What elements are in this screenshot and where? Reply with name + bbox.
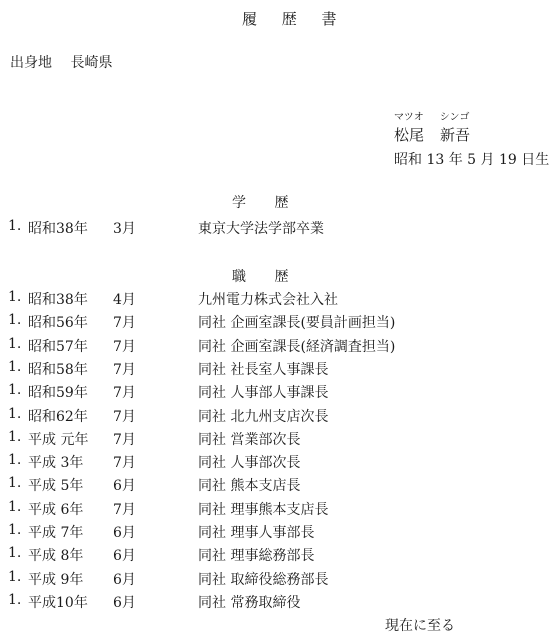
- row-year: 昭和62年: [28, 408, 88, 425]
- row-number: 1.: [8, 522, 22, 538]
- row-year: 昭和59年: [28, 385, 88, 402]
- row-month: 6月: [113, 571, 136, 588]
- row-number: 1.: [8, 475, 22, 492]
- row-month: 6月: [113, 594, 136, 611]
- row-number: 1.: [8, 382, 22, 399]
- history-row: [0, 336, 550, 358]
- row-number: 1.: [8, 312, 22, 329]
- history-row: [0, 499, 550, 521]
- row-year: 平成 9年: [28, 571, 84, 588]
- history-row: [0, 522, 550, 544]
- row-number: 1.: [8, 568, 22, 585]
- row-number: 1.: [8, 358, 22, 375]
- row-month: 7月: [113, 431, 136, 448]
- history-row: [0, 312, 550, 334]
- row-description: 同社 企画室課長(要員計画担当): [198, 315, 396, 332]
- birthplace-value: 長崎県: [70, 55, 113, 71]
- row-description: 同社 営業部次長: [198, 431, 301, 448]
- row-year: 平成 8年: [28, 548, 84, 565]
- row-description: 九州電力株式会社入社: [198, 292, 338, 308]
- person-name: [394, 124, 470, 145]
- surname: 松尾: [394, 126, 425, 144]
- history-row: [0, 429, 550, 451]
- row-year: 昭和38年: [28, 292, 88, 308]
- row-description: 同社 社長室人事課長: [198, 361, 329, 378]
- row-month: 4月: [113, 292, 136, 308]
- row-number: 1.: [8, 218, 22, 234]
- row-month: 7月: [113, 385, 136, 402]
- row-description: 同社 取締役総務部長: [198, 571, 329, 588]
- history-row: [0, 475, 550, 497]
- row-description: 同社 企画室課長(経済調査担当): [198, 338, 396, 355]
- row-year: 昭和38年: [28, 221, 88, 237]
- row-description: 同社 人事部人事課長: [198, 385, 329, 402]
- row-year: 昭和58年: [28, 361, 88, 378]
- birthplace: [10, 52, 112, 72]
- history-row: [0, 382, 550, 404]
- row-number: 1.: [8, 545, 22, 562]
- row-description: 同社 熊本支店長: [198, 478, 301, 495]
- row-description: 同社 理事人事部長: [198, 525, 315, 541]
- row-month: 3月: [113, 221, 136, 237]
- history-row: [0, 289, 550, 311]
- document-title: 履 歴 書: [242, 10, 347, 28]
- row-number: 1.: [8, 498, 22, 515]
- row-year: 平成 7年: [28, 525, 84, 541]
- row-month: 6月: [113, 525, 136, 541]
- row-number: 1.: [8, 591, 22, 608]
- given-name: 新吾: [440, 126, 471, 144]
- row-description: 同社 理事熊本支店長: [198, 501, 329, 518]
- education-heading: 学 歴: [232, 195, 301, 211]
- row-number: 1.: [8, 335, 22, 352]
- career-heading: 職 歴: [232, 269, 301, 285]
- row-description: 同社 理事総務部長: [198, 548, 315, 565]
- row-year: 平成 3年: [28, 455, 84, 472]
- row-month: 6月: [113, 478, 136, 495]
- status-footer: 現在に至る: [385, 618, 455, 634]
- name-furigana: [394, 108, 469, 123]
- history-row: [0, 406, 550, 428]
- history-row: [0, 545, 550, 567]
- history-row: [0, 452, 550, 474]
- history-row: [0, 218, 550, 240]
- row-year: 平成 6年: [28, 501, 84, 518]
- row-month: 7月: [113, 455, 136, 472]
- row-year: 平成 5年: [28, 478, 84, 495]
- row-year: 平成10年: [28, 594, 88, 611]
- birthplace-label: 出身地: [10, 55, 52, 71]
- row-number: 1.: [8, 452, 22, 469]
- history-row: [0, 359, 550, 381]
- row-year: 平成 元年: [28, 431, 89, 448]
- history-row: [0, 569, 550, 591]
- birthdate: 昭和 13 年 5 月 19 日生: [394, 152, 550, 168]
- row-description: 同社 常務取締役: [198, 594, 301, 611]
- row-year: 昭和57年: [28, 338, 88, 355]
- row-month: 6月: [113, 548, 136, 565]
- row-month: 7月: [113, 338, 136, 355]
- row-month: 7月: [113, 501, 136, 518]
- row-number: 1.: [8, 428, 22, 445]
- row-description: 同社 人事部次長: [198, 455, 301, 472]
- row-month: 7月: [113, 408, 136, 425]
- history-row: [0, 592, 550, 614]
- row-number: 1.: [8, 405, 22, 422]
- furigana-surname: マツオ: [394, 112, 424, 123]
- row-number: 1.: [8, 289, 22, 305]
- row-month: 7月: [113, 361, 136, 378]
- row-description: 同社 北九州支店次長: [198, 408, 329, 425]
- row-description: 東京大学法学部卒業: [198, 221, 324, 237]
- row-month: 7月: [113, 315, 136, 332]
- furigana-given: シンゴ: [439, 112, 470, 123]
- row-year: 昭和56年: [28, 315, 88, 332]
